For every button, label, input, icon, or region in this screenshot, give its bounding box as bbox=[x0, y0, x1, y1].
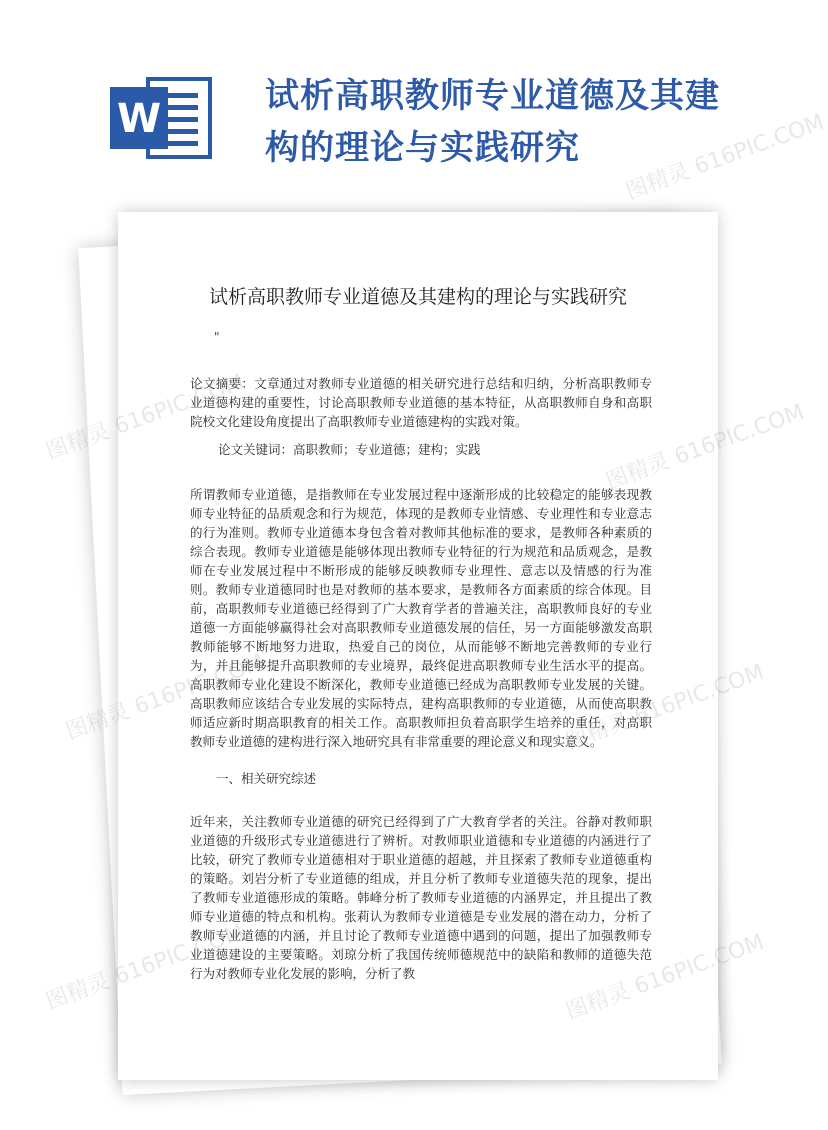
page-title: 试析高职教师专业道德及其建构的理论与实践研究 bbox=[208, 286, 627, 308]
keywords-line: 论文关键词：高职教师；专业道德；建构；实践 bbox=[218, 442, 481, 457]
word-document-icon bbox=[110, 75, 214, 161]
document-title-banner: 试析高职教师专业道德及其建构的理论与实践研究 bbox=[265, 76, 720, 168]
abstract-paragraph: 论文摘要：文章通过对教师专业道德的相关研究进行总结和归纳，分析高职教师专业道德构建的重要性，讨论高职教师专业道德的基本特征，从高职教师自身和高职院校文化建设角度提出了高职教师专业道德建构的实践对策。 bbox=[190, 376, 652, 429]
intro-paragraph: 所谓教师专业道德，是指教师在专业发展过程中逐渐形成的比较稳定的能够表现教师专业特征的品质观念和行为规范，体现的是教师专业情感、专业理性和专业意志的行为准则。教师专业道德本身包含着对教师其他标准的要求，是教师各种素质的综合表现。教师专业道德是能够体现出教师专业特征的行为规范和品质观念，是教师在专业发展过程中不断形成的能够反映教师专业理性、意志以及情感的行为准则。教师专业道德同时也是对教师的基本要求，是教师各方面素质的综合体现。目前，高职教师专业道德已经得到了广大教育学者的普遍关注，高职教师良好的专业道德一方面能够赢得社会对高职教师专业道德发展的信任，另一方面能够激发高职教师能够不断地努力进取，热爱自己的岗位，从而能够不断地完善教师的专业行为，并且能够提升高职教师的专业境界，最终促进高职教师专业生活水平的提高。高职教师专业化建设不断深化，教师专业道德已经成为高职教师专业发展的关键。高职教师应该结合专业发展的实际特点，建构高职教师的专业道德，从而使高职教师适应新时期高职教育的相关工作。高职教师担负着高职学生培养的重任，对高职教师专业道德的建构进行深入地研究具有非常重要的理论意义和现实意义。 bbox=[190, 487, 652, 749]
quote-mark: " bbox=[214, 330, 220, 344]
watermark: 图精灵 bbox=[42, 968, 114, 1015]
review-paragraph: 近年来，关注教师专业道德的研究已经得到了广大教育学者的关注。谷静对教师职业道德的升级形式专业道德进行了辨析。对教师职业道德和专业道德的内涵进行了比较，研究了教师专业道德相对于职业道德的超越，并且探索了教师专业道德重构的策略。刘岩分析了专业道德的组成，并且分析了教师专业道德失范的现象，提出了教师专业道德形成的策略。韩峰分析了教师专业道德的内涵界定，并且提出了教师专业道德的特点和机构。张莉认为教师专业道德是专业发展的潜在动力，分析了教师专业道德的内涵，并且讨论了教师专业道德中遇到的问题，提出了加强教师专业道德建设的主要策略。刘琼分析了我国传统师德规范中的缺陷和教师的道德失范行为对教师专业化发展的影响，分析了教 bbox=[190, 814, 652, 981]
section-heading: 一、相关研究综述 bbox=[216, 771, 317, 786]
header bbox=[0, 0, 800, 205]
watermark: 图精灵 bbox=[42, 418, 114, 465]
document-page bbox=[118, 212, 718, 1080]
word-icon-letter: W bbox=[116, 96, 162, 142]
watermark: 图精灵 bbox=[62, 698, 134, 745]
watermark: 616PIC.COM bbox=[671, 399, 808, 470]
